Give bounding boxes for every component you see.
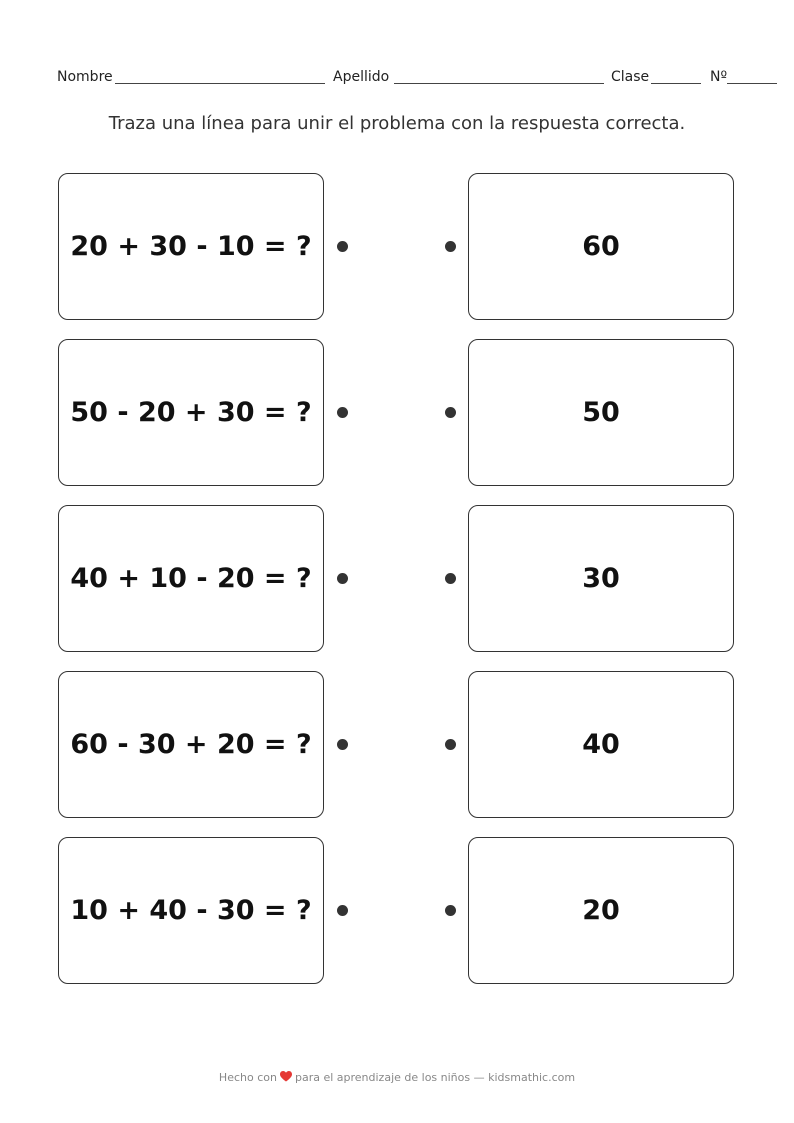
- class-line[interactable]: [651, 83, 701, 84]
- problem-dot[interactable]: [337, 407, 348, 418]
- surname-label: Apellido: [333, 69, 390, 85]
- problem-card: 50 - 20 + 30 = ?: [58, 339, 324, 486]
- number-label: Nº: [710, 69, 728, 85]
- surname-line[interactable]: [394, 83, 604, 84]
- footer-credit: [0, 1071, 794, 1084]
- answer-card: 40: [468, 671, 734, 818]
- problem-dot[interactable]: [337, 573, 348, 584]
- answer-dot[interactable]: [445, 739, 456, 750]
- name-line[interactable]: [115, 83, 325, 84]
- problem-card: 40 + 10 - 20 = ?: [58, 505, 324, 652]
- answer-card: 20: [468, 837, 734, 984]
- answer-dot[interactable]: [445, 573, 456, 584]
- answer-card: 50: [468, 339, 734, 486]
- footer-prefix: Hecho con: [218, 1071, 277, 1084]
- problem-dot[interactable]: [337, 905, 348, 916]
- footer-suffix: para el aprendizaje de los niños — kidsmathic.com: [294, 1071, 576, 1084]
- problem-card: 60 - 30 + 20 = ?: [58, 671, 324, 818]
- class-label: Clase: [611, 69, 650, 85]
- answer-card: 30: [468, 505, 734, 652]
- answer-dot[interactable]: [445, 241, 456, 252]
- instruction-text: Traza una línea para unir el problema con la respuesta correcta.: [108, 113, 686, 134]
- answer-dot[interactable]: [445, 905, 456, 916]
- problem-card: 20 + 30 - 10 = ?: [58, 173, 324, 320]
- problem-dot[interactable]: [337, 739, 348, 750]
- problem-dot[interactable]: [337, 241, 348, 252]
- name-label: Nombre: [57, 69, 113, 85]
- student-info-header: [57, 69, 777, 87]
- answer-dot[interactable]: [445, 407, 456, 418]
- problem-card: 10 + 40 - 30 = ?: [58, 837, 324, 984]
- answer-card: 60: [468, 173, 734, 320]
- heart-icon: [280, 1071, 292, 1082]
- number-line[interactable]: [727, 83, 777, 84]
